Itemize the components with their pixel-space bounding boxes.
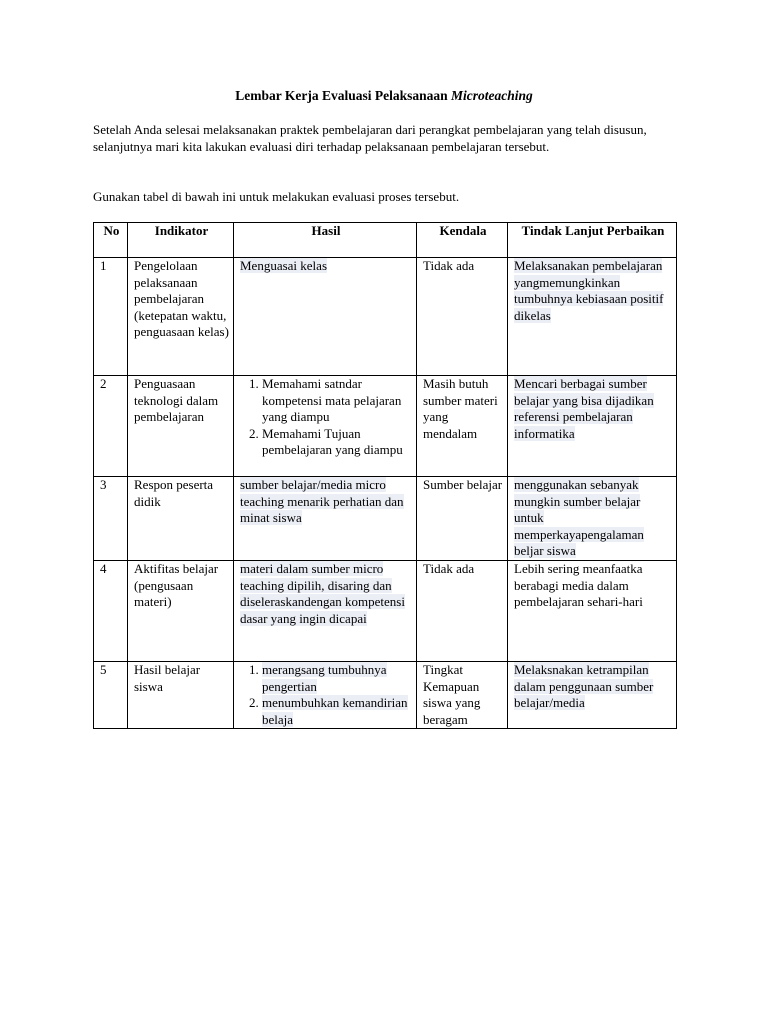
cell-indikator: Respon peserta didik [128,477,234,561]
hasil-list-item: 2. Memahami Tujuan pembelajaran yang diampu [262,426,412,459]
cell-no: 4 [94,561,128,662]
title-main: Lembar Kerja Evaluasi Pelaksanaan [235,88,448,103]
cell-hasil [234,258,417,376]
cell-tindak-lanjut [508,258,677,376]
cell-kendala: Tidak ada [417,258,508,376]
header-hasil: Hasil [234,223,417,258]
intro-paragraph: Setelah Anda selesai melaksanakan praktek pembelajaran dari perangkat pembelajaran yang telah disusun, selanjutnya mari kita lakukan evaluasi diri terhadap pelaksanaan pembelajaran tersebut. [93,122,647,154]
hasil-text: sumber belajar/media micro teaching menarik perhatian dan minat siswa [240,477,404,525]
header-no: No [94,223,128,258]
cell-indikator: Penguasaan teknologi dalam pembelajaran [128,376,234,477]
table-header-row [94,223,677,258]
cell-kendala: Masih butuh sumber materi yang mendalam [417,376,508,477]
document-title [0,88,768,105]
hasil-text: Menguasai kelas [240,258,328,273]
cell-no: 2 [94,376,128,477]
cell-indikator: Hasil belajar siswa [128,662,234,729]
header-tindak-lanjut: Tindak Lanjut Perbaikan [508,223,677,258]
hasil-list-item [262,662,412,695]
tindak-lanjut-text: menggunakan sebanyak mungkin sumber belajar untuk memperkayapengalaman beljar siswa [514,477,644,558]
tindak-lanjut-text: Mencari berbagai sumber belajar yang bisa dijadikan referensi pembelajaran informatika [514,376,654,441]
header-kendala: Kendala [417,223,508,258]
cell-no: 5 [94,662,128,729]
hasil-text: materi dalam sumber micro teaching dipilih, disaring dan diseleraskandengan kompetensi dasar yang ingin dicapai [240,561,405,626]
cell-indikator: Pengelolaan pelaksanaan pembelajaran (ketepatan waktu, penguasaan kelas) [128,258,234,376]
cell-hasil [234,477,417,561]
cell-hasil [234,662,417,729]
cell-kendala: Tidak ada [417,561,508,662]
cell-no: 1 [94,258,128,376]
cell-indikator: Aktifitas belajar (pengusaan materi) [128,561,234,662]
hasil-list [240,376,412,459]
table-row [94,376,677,477]
hasil-list [240,662,412,728]
cell-hasil [234,561,417,662]
hasil-list-item: 1. Memahami satndar kompetensi mata pelajaran yang diampu [262,376,412,426]
cell-tindak-lanjut: Lebih sering meanfaatka berabagi media dalam pembelajaran sehari-hari [508,561,677,662]
cell-tindak-lanjut [508,477,677,561]
cell-tindak-lanjut [508,376,677,477]
hasil-list-item [262,695,412,728]
evaluation-table [93,222,677,729]
table-row [94,258,677,376]
table-row [94,662,677,729]
hasil-item-text: merangsang tumbuhnya pengertian [262,662,387,694]
table-row [94,561,677,662]
table-row [94,477,677,561]
cell-hasil [234,376,417,477]
tindak-lanjut-text: Melaksnakan ketrampilan dalam penggunaan sumber belajar/media [514,662,654,710]
tindak-lanjut-text: Melaksanakan pembelajaran yangmemungkinkan tumbuhnya kebiasaan positif dikelas [514,258,664,323]
hasil-item-text: menumbuhkan kemandirian belaja [262,695,408,727]
cell-kendala: Tingkat Kemapuan siswa yang beragam [417,662,508,729]
cell-tindak-lanjut [508,662,677,729]
instruction-paragraph: Gunakan tabel di bawah ini untuk melakukan evaluasi proses tersebut. [93,189,460,204]
header-indikator: Indikator [128,223,234,258]
cell-no: 3 [94,477,128,561]
title-italic: Microteaching [451,88,533,103]
cell-kendala: Sumber belajar [417,477,508,561]
